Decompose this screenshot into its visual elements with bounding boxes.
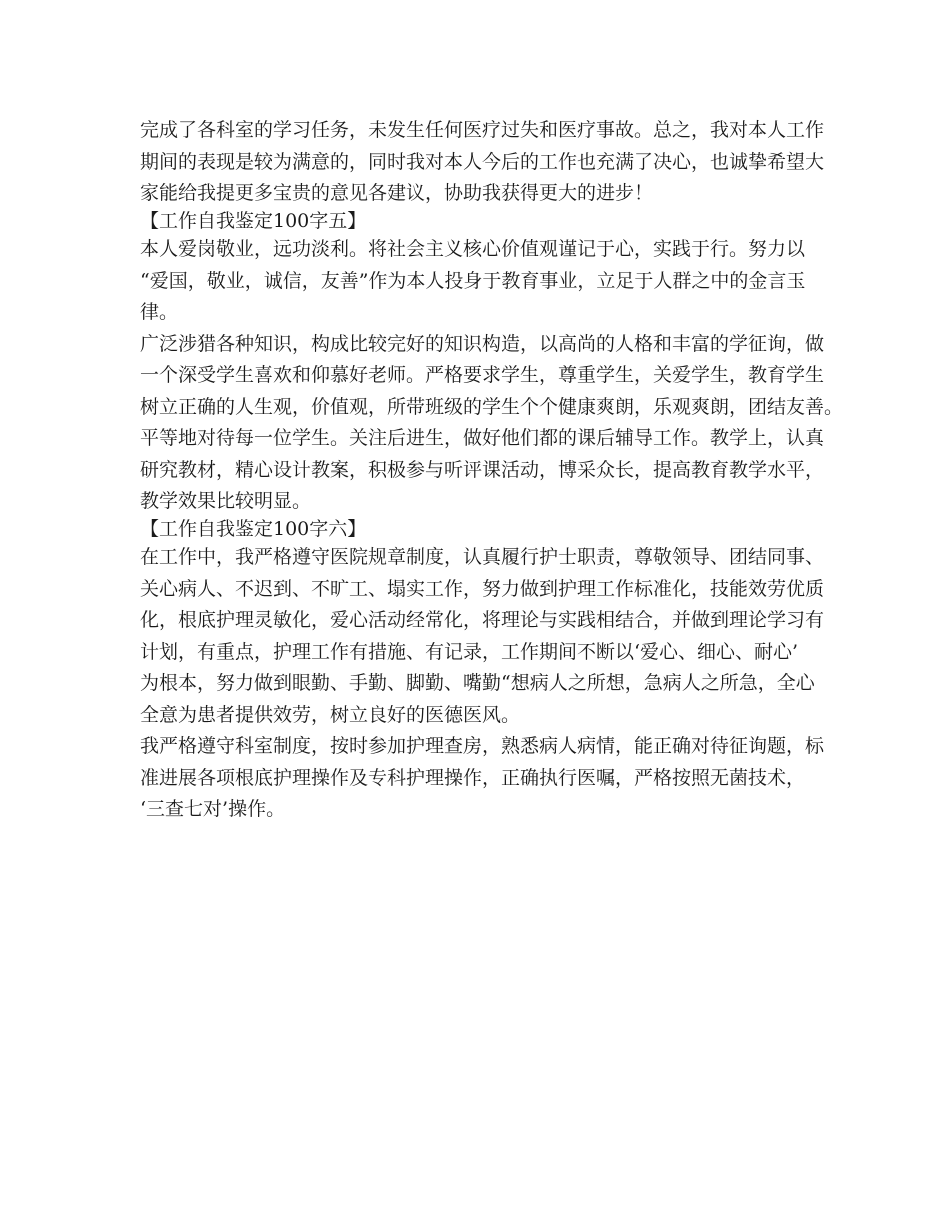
text-line: 教学效果比较明显。 [140, 490, 312, 512]
text-line: “爱国，敬业，诚信，友善”作为本人投身于教育事业，立足于人群之中的金言玉 [140, 269, 806, 292]
text-line: 研究教材，精心设计教案，积极参与听评课活动，博采众长，提高教育教学水平， [140, 458, 825, 481]
text-line: 完成了各科室的学习任务，未发生任何医疗过失和医疗事故。总之，我对本人工作 [140, 119, 825, 141]
text-line: 化，根底护理灵敏化，爱心活动经常化，将理论与实践相结合，并做到理论学习有 [140, 609, 825, 631]
text-line: 树立正确的人生观，价值观，所带班级的学生个个健康爽朗，乐观爽朗，团结友善。 [140, 395, 844, 418]
text-line: 关心病人、不迟到、不旷工、塌实工作，努力做到护理工作标准化，技能效劳优质 [140, 577, 825, 600]
text-line: 律。 [140, 301, 179, 323]
text-line: 我严格遵守科室制度，按时参加护理查房，熟悉病人病情，能正确对待征询题，标 [140, 735, 825, 757]
text-line: 家能给我提更多宝贵的意见各建议，协助我获得更大的进步！ [140, 182, 654, 204]
text-line: 平等地对待每一位学生。关注后进生，做好他们都的课后辅导工作。教学上，认真 [140, 427, 825, 449]
document-page [140, 115, 844, 826]
text-line: 全意为患者提供效劳，树立良好的医德医风。 [140, 703, 521, 726]
text-line: 准进展各项根底护理操作及专科护理操作，正确执行医嘱，严格按照无菌技术， [140, 766, 806, 789]
text-line: 广泛涉猎各种知识，构成比较完好的知识构造，以高尚的人格和丰富的学征询，做 [140, 332, 825, 355]
section-heading-5: 【工作自我鉴定100字五】 [140, 209, 367, 232]
text-line: 本人爱岗敬业，远功淡利。将社会主义核心价值观谨记于心，实践于行。努力以 [140, 238, 806, 260]
text-line: 一个深受学生喜欢和仰慕好老师。严格要求学生，尊重学生，关爱学生，教育学生 [140, 364, 825, 386]
text-line: 期间的表现是较为满意的，同时我对本人今后的工作也充满了决心，也诚挚希望大 [140, 150, 825, 173]
section-heading-6: 【工作自我鉴定100字六】 [140, 517, 367, 540]
text-line: ‘三查七对’操作。 [140, 798, 286, 820]
text-line: 在工作中，我严格遵守医院规章制度，认真履行护士职责，尊敬领导、团结同事、 [140, 546, 825, 568]
text-line: 计划，有重点，护理工作有措施、有记录，工作期间不断以‘爱心、细心、耐心’ [140, 640, 799, 663]
text-line: 为根本，努力做到眼勤、手勤、脚勤、嘴勤“想病人之所想，急病人之所急，全心 [140, 672, 815, 694]
